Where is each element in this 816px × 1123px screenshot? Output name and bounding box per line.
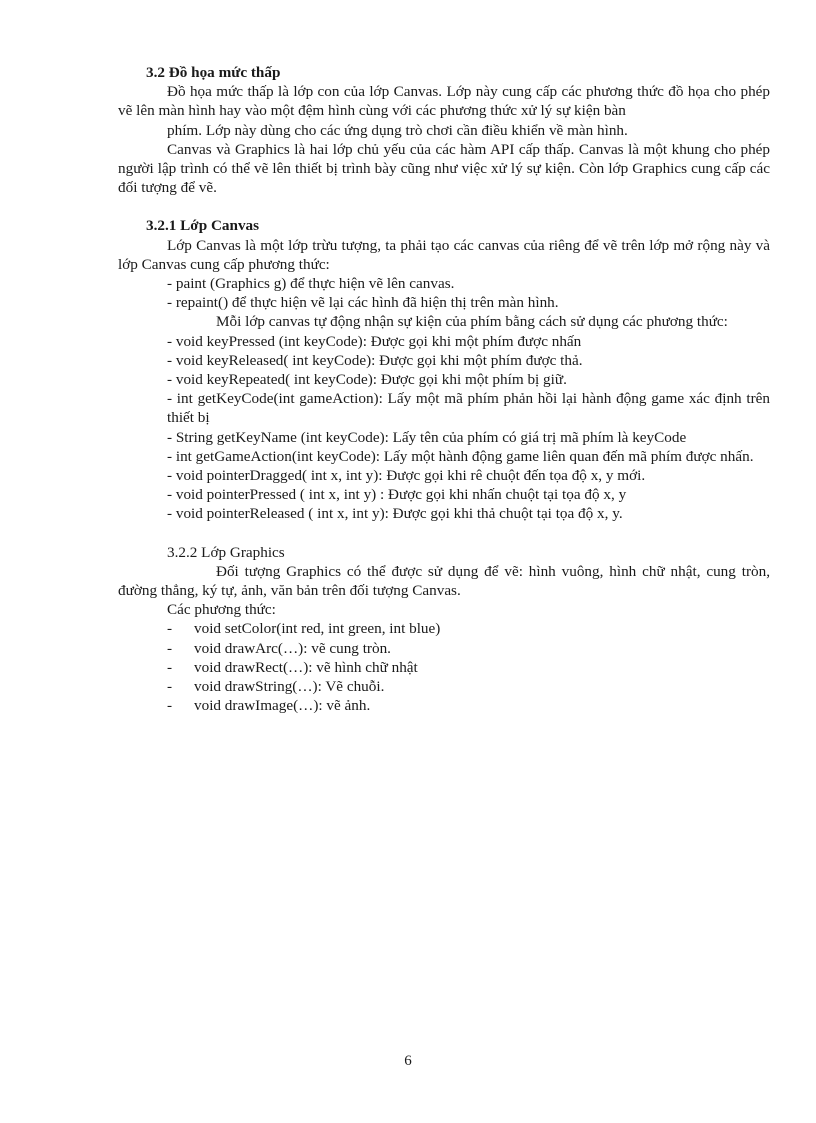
paragraph-canvas-graphics: Canvas và Graphics là hai lớp chủ yếu của các hàm API cấp thấp. Canvas là một khung cho phép người lập trình có thể vẽ lên thiết bị trình bày cũng như việc xử lý sự kiện. Còn lớp Graphics cung cấp các đối tượng để vẽ.: [118, 140, 770, 197]
graphics-method-item: [167, 696, 770, 715]
canvas-event-method-item: - void pointerDragged( int x, int y): Được gọi khi rê chuột đến tọa độ x, y mới.: [167, 467, 646, 485]
graphics-method-item: [167, 677, 770, 696]
canvas-event-method-item: - void keyPressed (int keyCode): Được gọi khi một phím được nhấn: [167, 332, 582, 350]
graphics-method-item: [167, 639, 770, 658]
canvas-event-method-item: - void pointerReleased ( int x, int y): Được gọi khi thả chuột tại tọa độ x, y.: [167, 505, 623, 523]
graphics-method-text: void drawArc(…): vẽ cung tròn.: [194, 639, 391, 657]
spacer: [118, 524, 770, 543]
page-number: 6: [404, 1053, 412, 1069]
graphics-methods-label: Các phương thức:: [167, 601, 276, 619]
section-heading-3-2-1: 3.2.1 Lớp Canvas: [146, 217, 260, 235]
document-page: [118, 63, 770, 716]
graphics-methods-list: [167, 619, 770, 715]
paragraph-canvas-intro: Lớp Canvas là một lớp trừu tượng, ta phải tạo các canvas của riêng để vẽ trên lớp mở rộng này và lớp Canvas cung cấp phương thức:: [118, 236, 770, 273]
graphics-method-text: void drawString(…): Vẽ chuỗi.: [194, 678, 385, 696]
list-dash: -: [167, 658, 173, 676]
spacer: [118, 197, 770, 216]
paragraph-low-level-graphics-1: Đồ họa mức thấp là lớp con của lớp Canvas. Lớp này cung cấp các phương thức đồ họa cho phép vẽ lên màn hình hay vào một đệm hình cùng với các phương thức xử lý sự kiện bàn: [118, 83, 770, 120]
canvas-event-method-item: - int getGameAction(int keyCode): Lấy một hành động game liên quan đến mã phím được nhấn.: [167, 447, 754, 465]
graphics-method-item: [167, 619, 770, 638]
list-dash: -: [167, 620, 173, 638]
graphics-method-text: void setColor(int red, int green, int blue): [194, 620, 441, 638]
list-dash: -: [167, 639, 173, 657]
paragraph-key-events-intro: Mỗi lớp canvas tự động nhận sự kiện của phím bằng cách sử dụng các phương thức:: [216, 313, 728, 331]
list-dash: -: [167, 697, 173, 715]
section-heading-3-2-2: 3.2.2 Lớp Graphics: [167, 543, 285, 561]
canvas-event-method-item: - String getKeyName (int keyCode): Lấy tên của phím có giá trị mã phím là keyCode: [167, 428, 687, 446]
canvas-event-method-item: - int getKeyCode(int gameAction): Lấy một mã phím phản hồi lại hành động game xác định trên thiết bị: [167, 390, 770, 427]
list-dash: -: [167, 678, 173, 696]
canvas-event-method-item: - void pointerPressed ( int x, int y) : Được gọi khi nhấn chuột tại tọa độ x, y: [167, 486, 627, 504]
canvas-event-method-item: - void keyRepeated( int keyCode): Được gọi khi một phím bị giữ.: [167, 371, 567, 389]
canvas-event-method-item: - void keyReleased( int keyCode): Được gọi khi một phím được thả.: [167, 351, 583, 369]
paragraph-graphics-intro: Đối tượng Graphics có thể được sử dụng để vẽ: hình vuông, hình chữ nhật, cung tròn, đường thẳng, ký tự, ảnh, văn bản trên đối tượng Canvas.: [118, 562, 770, 600]
graphics-method-text: void drawRect(…): vẽ hình chữ nhật: [194, 658, 418, 676]
canvas-method-item: - repaint() để thực hiện vẽ lại các hình đã hiện thị trên màn hình.: [167, 294, 559, 312]
graphics-method-item: [167, 658, 770, 677]
paragraph-low-level-graphics-1-cont: phím. Lớp này dùng cho các ứng dụng trò chơi cần điều khiển về màn hình.: [167, 121, 628, 139]
graphics-method-text: void drawImage(…): vẽ ảnh.: [194, 697, 371, 715]
section-heading-3-2: 3.2 Đồ họa mức thấp: [146, 64, 281, 81]
canvas-method-item: - paint (Graphics g) để thực hiện vẽ lên canvas.: [167, 275, 455, 293]
